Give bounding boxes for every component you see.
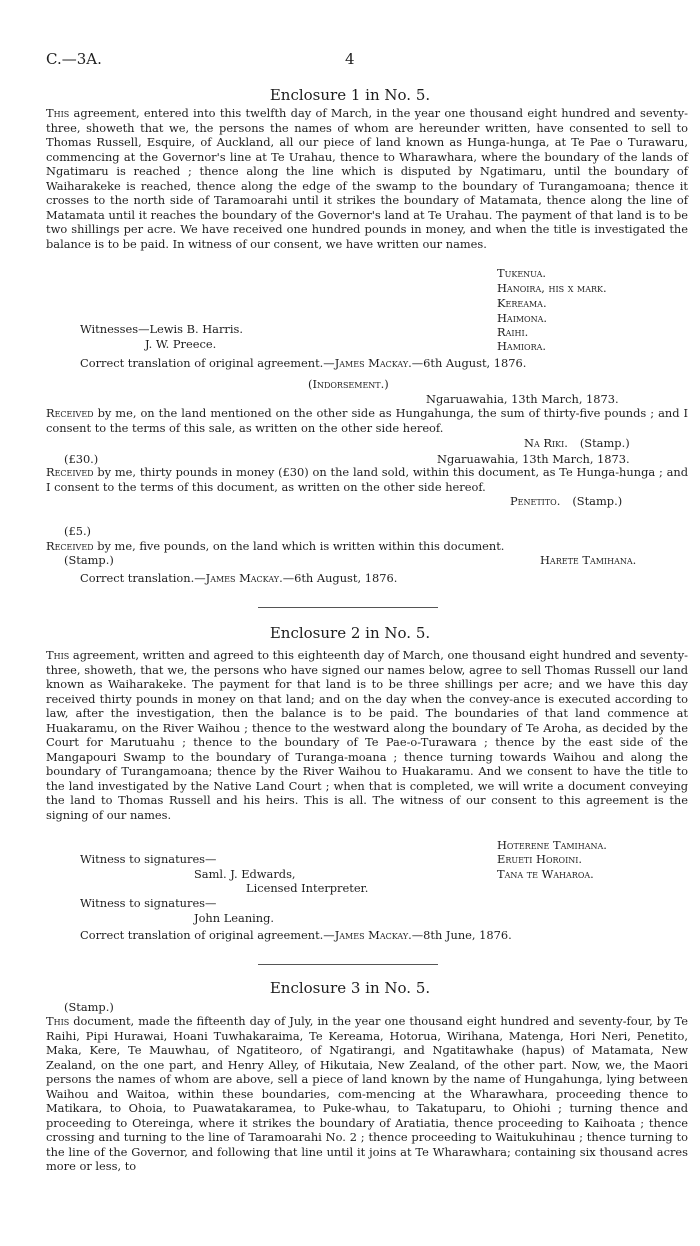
receipt-2-amount: (£30.) <box>64 452 99 466</box>
enc2-witness-2-label: Witness to signatures— <box>80 896 217 910</box>
indorsement-heading: (Indorsement.) <box>308 377 389 391</box>
enclosure-3-deed <box>46 1014 688 1234</box>
enclosure-3-lead: This <box>46 1014 70 1028</box>
enclosure-3-body: document, made the fifteenth day of July, in the year one thousand eight hundred and seventy-four, by Te Raihi, Pipi Hurawai, Hoani Tuwhakaraima, Te Kereama, Hotorua, Wirihana, Matenga, Hori Neri, Penetito, Maka, Kere, Te Mauwhau, of Ngatiteoro, of Ngatirangi, and Ngatitawhake (hapus) of Matamata, New Zealand, on the one part, and Henry Alley, of Hikutaia, New Zealand, of the other part. Now, we, the Maori persons the names of whom are above, sell a piece of land known by the name of Hungahunga, lying between Waihou and Waitoa, within these boundaries, com-mencing at the Wharawhara, proceeding thence to Matikara, to Ohoia, to Puawatakaramea, to Puke-whau, to Takatuparu, to Ohiohi ; turning thence and proceeding to Otereinga, where it strikes the boundary of Aratiatia, thence proceeding to Kaihoata ; thence crossing and turning to the line of Taramoarahi No. 2 ; thence proceeding to Waitukuhinau ; thence turning to the line of the Governor, and following that line until it joins at Te Wharawhara; containing six thousand acres more or less, to <box>46 1014 688 1173</box>
receipt-3-stamp: (Stamp.) <box>64 553 114 567</box>
enc3-stamp: (Stamp.) <box>64 1000 114 1014</box>
enclosure-1-title: Enclosure 1 in No. 5. <box>269 86 431 104</box>
section-divider-2 <box>258 964 438 965</box>
signatory-2: Hanoira, his x mark. <box>497 281 607 295</box>
witness-2: J. W. Preece. <box>145 337 217 351</box>
receipt-2-text: Received by me, thirty pounds in money (£30) on the land sold, within this document, as Te Hunga-hunga ; and I consent to the terms of this document, as written on the other side hereof. <box>46 465 688 494</box>
receipt-3-text: Received by me, five pounds, on the land which is written within this document. <box>46 539 505 553</box>
receipt-1-place: Ngaruawahia, 13th March, 1873. <box>426 392 619 406</box>
enclosure-2-body: agreement, written and agreed to this eighteenth day of March, one thousand eight hundred and seventy-three, showeth, that we, the persons who have signed our names below, agree to sell Thomas Russell our land known as Waiharakeke. The payment for that land is to be three shillings per acre; and we have this day received thirty pounds in money on that land; and on the day when the convey-ance is executed according to law, after the investigation, then the balance is to be paid. The boundaries of that land commence at Huakaramu, on the River Waihou ; thence to the westward along the boundary of Te Aroha, as decided by the Court for Marutuahu ; thence to the boundary of Te Pae-o-Turawara ; thence by the east side of the Mangapouri Swamp to the boundary of Turanga-moana ; thence turning towards Waihou and along the boundary of Turangamoana; thence by the River Waihou to Huakaramu. And we consent to have the title to the land investigated by the Native Land Court ; when that is completed, we will write a document conveying the land to Thomas Russell and his heirs. This is all. The witness of our consent to this agreement is the signing of our names. <box>46 648 688 822</box>
witnesses-label: Witnesses—Lewis B. Harris. <box>80 322 243 336</box>
enclosure-1-agreement <box>46 106 688 266</box>
enc2-signatory-1: Hoterene Tamihana. <box>497 838 607 852</box>
enc2-witness-1-label: Witness to signatures— <box>80 852 217 866</box>
document-reference: C.—3A. <box>46 50 102 68</box>
enc2-witness-1-name: Saml. J. Edwards, <box>194 867 296 881</box>
enclosure-2-agreement <box>46 648 688 838</box>
enc2-witness-1-role: Licensed Interpreter. <box>246 881 369 895</box>
translation-note-1: Correct translation of original agreement.—James Mackay.—6th August, 1876. <box>80 356 527 370</box>
enclosure-3-title: Enclosure 3 in No. 5. <box>269 979 431 997</box>
signatory-1: Tukenua. <box>497 266 547 280</box>
receipt-3-signature: Harete Tamihana. <box>540 553 637 567</box>
receipt-2-place: Ngaruawahia, 13th March, 1873. <box>437 452 630 466</box>
enclosure-1-lead: This <box>46 106 70 120</box>
translation-note-2: Correct translation.—James Mackay.—6th August, 1876. <box>80 571 398 585</box>
receipt-1-signature: Na Riki. (Stamp.) <box>524 436 630 450</box>
translation-note-3: Correct translation of original agreement.—James Mackay.—8th June, 1876. <box>80 928 512 942</box>
enclosure-2-lead: This <box>46 648 70 662</box>
receipt-1-text: Received by me, on the land mentioned on the other side as Hungahunga, the sum of thirty-five pounds ; and I consent to the terms of this sale, as written on the other side hereof. <box>46 406 688 435</box>
enclosure-2-title: Enclosure 2 in No. 5. <box>269 624 431 642</box>
section-divider-1 <box>258 607 438 608</box>
signatory-5: Raihi. <box>497 325 529 339</box>
signatory-4: Haimona. <box>497 311 548 325</box>
receipt-3-amount: (£5.) <box>64 524 92 538</box>
enclosure-1-body: agreement, entered into this twelfth day of March, in the year one thousand eight hundred and seventy-three, showeth that we, the persons the names of whom are hereunder written, have consented to sell to Thomas Russell, Esquire, of Auckland, all our piece of land known as Hunga-hunga, at Te Pae o Turawaru, commencing at the Governor's line at Te Urahau, thence to Wharawhara, where the boundary of the lands of Ngatimaru is reached ; thence along the line which is disputed by Ngatimaru, until the boundary of Waiharakeke is reached, thence along the edge of the swamp to the boundary of Turangamoana; thence it crosses to the north side of Taramoarahi until it strikes the boundary of Matamata, thence along the line of Matamata until it reaches the boundary of the Governor's land at Te Urahau. The payment of that land is to be two shillings per acre. We have received one hundred pounds in money, and when the title is investigated the balance is to be paid. In witness of our consent, we have written our names. <box>46 106 688 251</box>
translator-name: James Mackay. <box>334 356 412 370</box>
enc2-witness-2-name: John Leaning. <box>194 911 275 925</box>
signatory-6: Hamiora. <box>497 339 547 353</box>
enc2-signatory-2: Erueti Horoini. <box>497 852 583 866</box>
page-number: 4 <box>345 50 355 68</box>
receipt-2-signature: Penetito. (Stamp.) <box>510 494 623 508</box>
enc2-signatory-3: Tana te Waharoa. <box>497 867 594 881</box>
signatory-3: Kereama. <box>497 296 547 310</box>
